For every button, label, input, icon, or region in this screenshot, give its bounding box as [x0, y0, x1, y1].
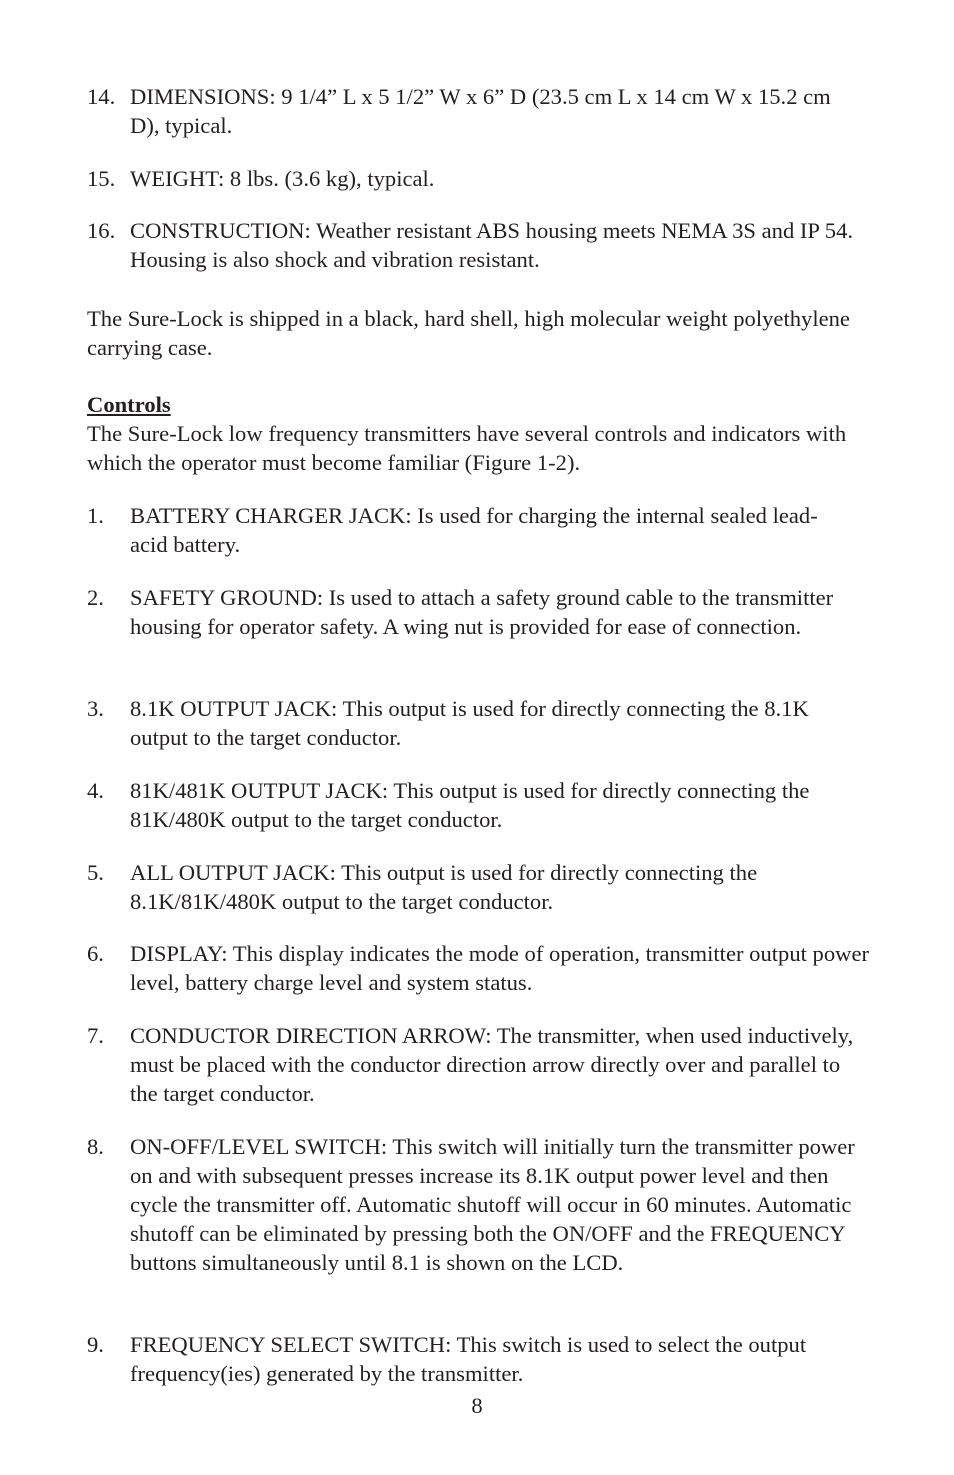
- controls-intro: The Sure-Lock low frequency transmitters have several controls and indicators with which the operator must become familiar (Figure 1-2).: [87, 421, 847, 475]
- page-number: 8: [471, 1393, 483, 1418]
- item-text: BATTERY CHARGER JACK: Is used for charging the internal sealed lead-acid battery.: [130, 503, 818, 557]
- item-text: 8.1K OUTPUT JACK: This output is used for directly connecting the 8.1K output to the target conductor.: [130, 696, 809, 750]
- item-number: 5.: [87, 860, 104, 885]
- item-text: FREQUENCY SELECT SWITCH: This switch is used to select the output frequency(ies) generated by the transmitter.: [130, 1332, 807, 1386]
- item-number: 4.: [87, 778, 104, 803]
- item-text: DIMENSIONS: 9 1/4” L x 5 1/2” W x 6” D (23.5 cm L x 14 cm W x 15.2 cm D), typical.: [130, 84, 831, 138]
- item-number: 16.: [87, 218, 116, 243]
- item-text: DISPLAY: This display indicates the mode of operation, transmitter output power level, battery charge level and system status.: [130, 941, 870, 995]
- item-text: ON-OFF/LEVEL SWITCH: This switch will initially turn the transmitter power on and with subsequent presses increase its 8.1K output power level and then cycle the transmitter off. Automatic shutoff will occur in 60 minutes. Automatic shutoff can be eliminated by pressing both the ON/OFF and the FREQUENCY buttons simultaneously until 8.1 is shown on the LCD.: [130, 1134, 855, 1275]
- control-item-81k-481k-output-jack: [87, 776, 887, 834]
- item-text: CONDUCTOR DIRECTION ARROW: The transmitter, when used inductively, must be placed with the conductor direction arrow directly over and parallel to the target conductor.: [130, 1023, 854, 1106]
- item-text: CONSTRUCTION: Weather resistant ABS housing meets NEMA 3S and IP 54. Housing is also shock and vibration resistant.: [130, 218, 854, 272]
- control-item-8-1k-output-jack: [87, 694, 887, 752]
- item-number: 8.: [87, 1134, 104, 1159]
- shipping-paragraph: The Sure-Lock is shipped in a black, hard shell, high molecular weight polyethylene carrying case.: [87, 306, 850, 360]
- item-number: 6.: [87, 941, 104, 966]
- controls-heading: Controls: [87, 392, 171, 417]
- item-text: 81K/481K OUTPUT JACK: This output is used for directly connecting the 81K/480K output to the target conductor.: [130, 778, 810, 832]
- control-item-battery-charger-jack: [87, 501, 887, 559]
- item-number: 7.: [87, 1023, 104, 1048]
- item-number: 15.: [87, 166, 116, 191]
- item-number: 2.: [87, 585, 104, 610]
- item-text: ALL OUTPUT JACK: This output is used for directly connecting the 8.1K/81K/480K output to the target conductor.: [130, 860, 758, 914]
- item-text: WEIGHT: 8 lbs. (3.6 kg), typical.: [130, 166, 435, 191]
- item-number: 14.: [87, 84, 116, 109]
- control-item-on-off-level-switch: [87, 1132, 887, 1277]
- item-number: 3.: [87, 696, 104, 721]
- control-item-frequency-select-switch: [87, 1330, 887, 1388]
- control-item-all-output-jack: [87, 858, 887, 916]
- item-number: 1.: [87, 503, 104, 528]
- control-item-display: [87, 939, 887, 997]
- spec-item-weight: [87, 164, 887, 193]
- item-number: 9.: [87, 1332, 104, 1357]
- item-text: SAFETY GROUND: Is used to attach a safety ground cable to the transmitter housing for operator safety. A wing nut is provided for ease of connection.: [130, 585, 834, 639]
- spec-item-construction: [87, 216, 887, 274]
- spec-item-dimensions: [87, 82, 887, 140]
- control-item-conductor-direction-arrow: [87, 1021, 887, 1108]
- control-item-safety-ground: [87, 583, 887, 641]
